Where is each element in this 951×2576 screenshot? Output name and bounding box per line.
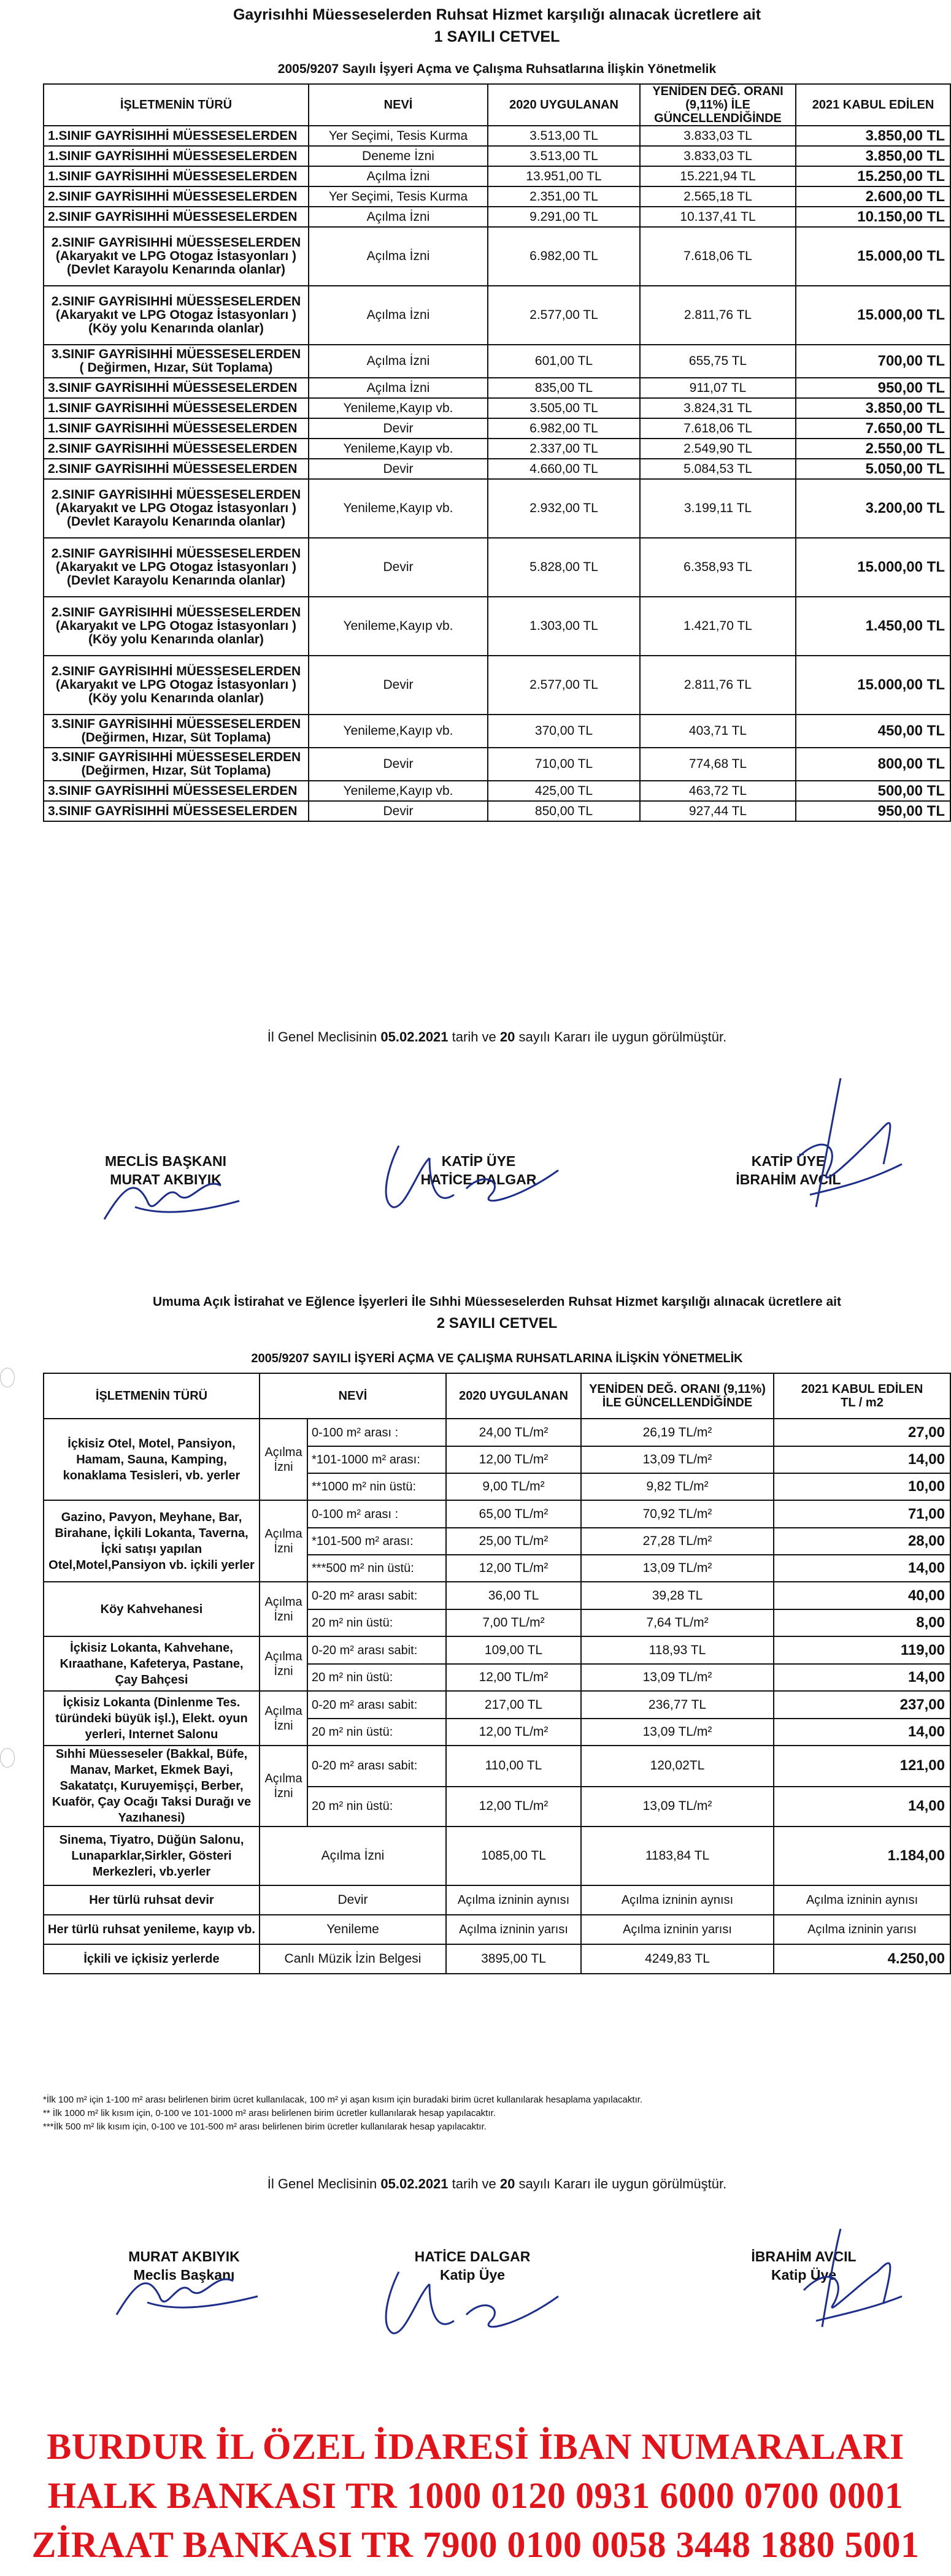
handwritten-signature-icon xyxy=(110,2260,270,2327)
footnote-1: *İlk 100 m² için 1-100 m² arası belirlenen birim ücret kullanılacak, 100 m² yi aşan kısım için buradaki birim ücret kullanılarak hesaplama yapılacaktır. xyxy=(43,2095,643,2105)
cell-2020: 2.577,00 TL xyxy=(488,656,640,715)
cell-type: 1.SINIF GAYRİSIHHİ MÜESSESELERDEN xyxy=(44,398,309,418)
cell-acilma: Açılma İzni xyxy=(260,1419,307,1500)
cell-kind: Yenileme,Kayıp vb. xyxy=(309,781,488,801)
cell-accepted: Açılma izninin aynısı xyxy=(774,1885,950,1915)
cell-2020: 13.951,00 TL xyxy=(488,166,640,186)
cell-2020: 7,00 TL/m² xyxy=(446,1609,581,1636)
header-kind: NEVİ xyxy=(260,1373,446,1419)
approval-prefix: İl Genel Meclisinin xyxy=(267,1029,381,1045)
hole-punch-mark xyxy=(0,1368,15,1387)
cell-range: *101-1000 m² arası: xyxy=(307,1446,446,1473)
handwritten-signature-icon xyxy=(736,1072,920,1219)
cetvel2-row xyxy=(44,1746,950,1787)
cell-2020: 24,00 TL/m² xyxy=(446,1419,581,1446)
iban-ziraat-bankasi: ZİRAAT BANKASI TR 7900 0100 0058 3448 1880 5001 xyxy=(31,2524,920,2565)
cell-accepted: 4.250,00 xyxy=(774,1944,950,1974)
cell-type: 3.SINIF GAYRİSIHHİ MÜESSESELERDEN (Değirmen, Hızar, Süt Toplama) xyxy=(44,748,309,781)
cell-2020: 12,00 TL/m² xyxy=(446,1664,581,1691)
cell-type: 1.SINIF GAYRİSIHHİ MÜESSESELERDEN xyxy=(44,166,309,186)
cell-acilma: Açılma İzni xyxy=(260,1500,307,1582)
cell-2020: 835,00 TL xyxy=(488,378,640,398)
cell-type: 3.SINIF GAYRİSIHHİ MÜESSESELERDEN xyxy=(44,801,309,821)
header-accepted: 2021 KABUL EDİLEN xyxy=(796,84,950,126)
cell-range: 20 m² nin üstü: xyxy=(307,1609,446,1636)
cell-accepted: 3.850,00 TL xyxy=(796,146,950,166)
cell-updated: 403,71 TL xyxy=(640,715,796,748)
cell-2020: 2.932,00 TL xyxy=(488,479,640,538)
cetvel1-row xyxy=(44,459,950,479)
cell-updated: 7,64 TL/m² xyxy=(581,1609,774,1636)
cell-acilma: Açılma İzni xyxy=(260,1746,307,1827)
cell-type: 2.SINIF GAYRİSIHHİ MÜESSESELERDEN (Akaryakıt ve LPG Otogaz İstasyonları ) (Devlet Karayolu Kenarında olanlar) xyxy=(44,538,309,597)
cell-type: 2.SINIF GAYRİSIHHİ MÜESSESELERDEN (Akaryakıt ve LPG Otogaz İstasyonları ) (Devlet Karayolu Kenarında olanlar) xyxy=(44,479,309,538)
cell-2020: 5.828,00 TL xyxy=(488,538,640,597)
cetvel1-subtitle: 1 SAYILI CETVEL xyxy=(434,28,560,45)
cell-kind: Deneme İzni xyxy=(309,146,488,166)
cell-range: 0-20 m² arası sabit: xyxy=(307,1691,446,1719)
cell-updated: 1.421,70 TL xyxy=(640,597,796,656)
cell-kind: Açılma İzni xyxy=(309,227,488,286)
cetvel2-row xyxy=(44,1636,950,1664)
cell-2020: 2.337,00 TL xyxy=(488,439,640,459)
cetvel1-row xyxy=(44,781,950,801)
footnote-3: ***İlk 500 m² lik kısım için, 0-100 ve 101-500 m² arası belirlenen birim ücretler kullanılarak hesap yapılacaktır. xyxy=(43,2122,487,2132)
cell-type: 2.SINIF GAYRİSIHHİ MÜESSESELERDEN (Akaryakıt ve LPG Otogaz İstasyonları ) (Köy yolu Kenarında olanlar) xyxy=(44,286,309,345)
cell-2020: 3.513,00 TL xyxy=(488,146,640,166)
header-updated: YENİDEN DEĞ. ORANI (9,11%) İLE GÜNCELLENDİĞİNDE xyxy=(581,1373,774,1419)
cell-2020: 2.351,00 TL xyxy=(488,186,640,207)
cetvel1-row xyxy=(44,286,950,345)
handwritten-signature-icon xyxy=(98,1164,252,1232)
cetvel1-row xyxy=(44,656,950,715)
cell-range: 0-20 m² arası sabit: xyxy=(307,1636,446,1664)
approval-middle: tarih ve xyxy=(448,2176,500,2191)
approval-note-2 xyxy=(43,2176,951,2192)
header-kind: NEVİ xyxy=(309,84,488,126)
cell-2020: 9,00 TL/m² xyxy=(446,1473,581,1500)
cetvel2-row xyxy=(44,1915,950,1944)
cetvel1-row xyxy=(44,715,950,748)
approval-suffix: sayılı Kararı ile uygun görülmüştür. xyxy=(515,1029,727,1045)
cell-accepted: 3.850,00 TL xyxy=(796,126,950,146)
cell-range: 20 m² nin üstü: xyxy=(307,1664,446,1691)
cell-2020: 6.982,00 TL xyxy=(488,418,640,439)
approval-date: 05.02.2021 xyxy=(380,1029,449,1045)
signature-title: KATİP ÜYE xyxy=(441,1153,516,1169)
cell-updated: 27,28 TL/m² xyxy=(581,1528,774,1555)
cetvel2-title: Umuma Açık İstirahat ve Eğlence İşyerleri İle Sıhhi Müesseselerden Ruhsat Hizmet karşılığı alınacak ücretlere ait xyxy=(152,1295,842,1309)
cetvel2-row xyxy=(44,1500,950,1528)
cell-accepted: 15.000,00 TL xyxy=(796,538,950,597)
cell-range: 0-20 m² arası sabit: xyxy=(307,1582,446,1609)
cell-2020: 3.505,00 TL xyxy=(488,398,640,418)
cell-kind: Açılma İzni xyxy=(309,345,488,378)
cell-updated: 5.084,53 TL xyxy=(640,459,796,479)
cell-range: 0-20 m² arası sabit: xyxy=(307,1746,446,1787)
cell-type: 3.SINIF GAYRİSIHHİ MÜESSESELERDEN xyxy=(44,378,309,398)
cell-type: İçkisiz Lokanta (Dinlenme Tes. türündeki büyük işl.), Elekt. oyun yerleri, Internet Salonu xyxy=(44,1691,260,1746)
cetvel2-row xyxy=(44,1944,950,1974)
cetvel1-row xyxy=(44,479,950,538)
cell-kind: Yenileme xyxy=(260,1915,446,1944)
cell-2020: 109,00 TL xyxy=(446,1636,581,1664)
cell-accepted: 119,00 xyxy=(774,1636,950,1664)
cell-2020: 110,00 TL xyxy=(446,1746,581,1787)
cell-updated: 236,77 TL xyxy=(581,1691,774,1719)
approval-number: 20 xyxy=(499,2176,515,2191)
cetvel1-table xyxy=(43,83,951,822)
cell-updated: 3.833,03 TL xyxy=(640,146,796,166)
cell-type: 2.SINIF GAYRİSIHHİ MÜESSESELERDEN (Akaryakıt ve LPG Otogaz İstasyonları ) (Köy yolu Kenarında olanlar) xyxy=(44,597,309,656)
signature-katip-1 xyxy=(387,1152,571,1189)
cell-acilma: Açılma İzni xyxy=(260,1691,307,1746)
cell-updated: 3.833,03 TL xyxy=(640,126,796,146)
cell-updated: 13,09 TL/m² xyxy=(581,1664,774,1691)
cell-accepted: 15.250,00 TL xyxy=(796,166,950,186)
cell-accepted: 1.184,00 xyxy=(774,1827,950,1885)
cell-accepted: 3.200,00 TL xyxy=(796,479,950,538)
cell-accepted: 27,00 xyxy=(774,1419,950,1446)
cell-updated: 120,02TL xyxy=(581,1746,774,1787)
cell-updated: 2.549,90 TL xyxy=(640,439,796,459)
handwritten-signature-icon xyxy=(362,1133,583,1219)
cell-updated: 6.358,93 TL xyxy=(640,538,796,597)
cell-acilma: Açılma İzni xyxy=(260,1636,307,1691)
cell-accepted: 1.450,00 TL xyxy=(796,597,950,656)
signature-katip-2 xyxy=(687,1152,890,1189)
cell-kind: Devir xyxy=(309,418,488,439)
cell-accepted: 71,00 xyxy=(774,1500,950,1528)
cell-kind: Devir xyxy=(309,656,488,715)
header-2020: 2020 UYGULANAN xyxy=(446,1373,581,1419)
cell-updated: 9,82 TL/m² xyxy=(581,1473,774,1500)
cell-accepted: 14,00 xyxy=(774,1664,950,1691)
approval-suffix: sayılı Kararı ile uygun görülmüştür. xyxy=(515,2176,727,2191)
cell-accepted: 950,00 TL xyxy=(796,378,950,398)
cell-2020: 6.982,00 TL xyxy=(488,227,640,286)
cell-accepted: 7.650,00 TL xyxy=(796,418,950,439)
cetvel1-row xyxy=(44,597,950,656)
cell-updated: 463,72 TL xyxy=(640,781,796,801)
cell-type: 2.SINIF GAYRİSIHHİ MÜESSESELERDEN xyxy=(44,459,309,479)
cell-2020: 601,00 TL xyxy=(488,345,640,378)
cell-updated: 1183,84 TL xyxy=(581,1827,774,1885)
signature2-meclis-baskani xyxy=(92,2247,276,2284)
cell-2020: 9.291,00 TL xyxy=(488,207,640,227)
signature-meclis-baskani xyxy=(74,1152,258,1189)
cetvel1-regulation: 2005/9207 Sayılı İşyeri Açma ve Çalışma Ruhsatlarına İlişkin Yönetmelik xyxy=(277,62,717,76)
cell-updated: 2.811,76 TL xyxy=(640,286,796,345)
signature-title: MECLİS BAŞKANI xyxy=(104,1153,227,1169)
cell-updated: 15.221,94 TL xyxy=(640,166,796,186)
cell-range: ***500 m² nin üstü: xyxy=(307,1555,446,1582)
cell-2020: 370,00 TL xyxy=(488,715,640,748)
hole-punch-mark xyxy=(0,1748,15,1768)
cell-2020: 12,00 TL/m² xyxy=(446,1787,581,1827)
cell-updated: 655,75 TL xyxy=(640,345,796,378)
cell-range: **1000 m² nin üstü: xyxy=(307,1473,446,1500)
header-accepted-label: 2021 KABUL EDİLEN xyxy=(801,1382,923,1396)
cetvel1-row xyxy=(44,166,950,186)
signature-name: HATİCE DALGAR xyxy=(414,2248,531,2264)
cetvel2-row xyxy=(44,1582,950,1609)
cell-type: 2.SINIF GAYRİSIHHİ MÜESSESELERDEN xyxy=(44,439,309,459)
cell-kind: Yenileme,Kayıp vb. xyxy=(309,439,488,459)
cell-updated: 2.565,18 TL xyxy=(640,186,796,207)
cell-type: İçkisiz Otel, Motel, Pansiyon, Hamam, Sauna, Kamping, konaklama Tesisleri, vb. yerler xyxy=(44,1419,260,1500)
cetvel1-row xyxy=(44,126,950,146)
cell-accepted: 700,00 TL xyxy=(796,345,950,378)
cell-kind: Açılma İzni xyxy=(309,207,488,227)
cell-updated: 13,09 TL/m² xyxy=(581,1787,774,1827)
cell-2020: 710,00 TL xyxy=(488,748,640,781)
cell-type: İçkili ve içkisiz yerlerde xyxy=(44,1944,260,1974)
header-2020: 2020 UYGULANAN xyxy=(488,84,640,126)
cell-accepted: Açılma izninin yarısı xyxy=(774,1915,950,1944)
signature-name: İBRAHİM AVCIL xyxy=(736,1171,841,1187)
cell-updated: 26,19 TL/m² xyxy=(581,1419,774,1446)
cetvel1-header-row xyxy=(44,84,950,126)
handwritten-signature-icon xyxy=(362,2260,583,2345)
cell-accepted: 3.850,00 TL xyxy=(796,398,950,418)
cetvel1-row xyxy=(44,207,950,227)
cell-2020: 850,00 TL xyxy=(488,801,640,821)
signature-name: HATİCE DALGAR xyxy=(420,1171,537,1187)
cell-type: 1.SINIF GAYRİSIHHİ MÜESSESELERDEN xyxy=(44,146,309,166)
cell-updated: 2.811,76 TL xyxy=(640,656,796,715)
signature-title: Meclis Başkanı xyxy=(133,2267,235,2283)
cell-updated: 3.824,31 TL xyxy=(640,398,796,418)
cell-2020: 12,00 TL/m² xyxy=(446,1555,581,1582)
cetvel2-row xyxy=(44,1885,950,1915)
cell-accepted: 15.000,00 TL xyxy=(796,656,950,715)
cell-kind: Devir xyxy=(309,459,488,479)
cetvel2-row xyxy=(44,1691,950,1719)
cell-2020: 217,00 TL xyxy=(446,1691,581,1719)
cell-kind: Açılma İzni xyxy=(260,1827,446,1885)
cetvel1-row xyxy=(44,439,950,459)
cell-2020: 36,00 TL xyxy=(446,1582,581,1609)
cell-accepted: 14,00 xyxy=(774,1787,950,1827)
cell-kind: Açılma İzni xyxy=(309,378,488,398)
cetvel1-row xyxy=(44,398,950,418)
cell-accepted: 450,00 TL xyxy=(796,715,950,748)
cell-accepted: 28,00 xyxy=(774,1528,950,1555)
header-accepted-unit: TL / m2 xyxy=(841,1396,884,1409)
cetvel1-row xyxy=(44,748,950,781)
cell-kind: Yer Seçimi, Tesis Kurma xyxy=(309,186,488,207)
cell-acilma: Açılma İzni xyxy=(260,1582,307,1636)
cell-accepted: 2.600,00 TL xyxy=(796,186,950,207)
footnotes xyxy=(43,2093,950,2134)
cell-type: 2.SINIF GAYRİSIHHİ MÜESSESELERDEN (Akaryakıt ve LPG Otogaz İstasyonları ) (Devlet Karayolu Kenarında olanlar) xyxy=(44,227,309,286)
cetvel1-row xyxy=(44,227,950,286)
cell-2020: 12,00 TL/m² xyxy=(446,1719,581,1746)
cell-type: 2.SINIF GAYRİSIHHİ MÜESSESELERDEN (Akaryakıt ve LPG Otogaz İstasyonları ) (Köy yolu Kenarında olanlar) xyxy=(44,656,309,715)
cell-kind: Yenileme,Kayıp vb. xyxy=(309,597,488,656)
cell-kind: Canlı Müzik İzin Belgesi xyxy=(260,1944,446,1974)
cetvel1-row xyxy=(44,538,950,597)
cell-kind: Yer Seçimi, Tesis Kurma xyxy=(309,126,488,146)
cell-updated: 911,07 TL xyxy=(640,378,796,398)
approval-prefix: İl Genel Meclisinin xyxy=(267,2176,381,2191)
cell-2020: 1085,00 TL xyxy=(446,1827,581,1885)
cetvel2-table xyxy=(43,1373,951,1974)
cell-type: Gazino, Pavyon, Meyhane, Bar, Birahane, İçkili Lokanta, Taverna, İçki satışı yapılan Otel,Motel,Pansiyon vb. içkili yerler xyxy=(44,1500,260,1582)
cell-kind: Yenileme,Kayıp vb. xyxy=(309,715,488,748)
cell-kind: Açılma İzni xyxy=(309,286,488,345)
cell-kind: Yenileme,Kayıp vb. xyxy=(309,398,488,418)
cell-accepted: 8,00 xyxy=(774,1609,950,1636)
cell-2020: 425,00 TL xyxy=(488,781,640,801)
cetvel1-row xyxy=(44,345,950,378)
cell-kind: Yenileme,Kayıp vb. xyxy=(309,479,488,538)
cell-updated: 13,09 TL/m² xyxy=(581,1555,774,1582)
signature-name: MURAT AKBIYIK xyxy=(110,1171,221,1187)
cell-type: Her türlü ruhsat devir xyxy=(44,1885,260,1915)
cell-accepted: 14,00 xyxy=(774,1446,950,1473)
cetvel1-row xyxy=(44,186,950,207)
cetvel2-row xyxy=(44,1419,950,1446)
signature-name: İBRAHİM AVCIL xyxy=(751,2248,857,2264)
cell-updated: Açılma izninin aynısı xyxy=(581,1885,774,1915)
cell-2020: 4.660,00 TL xyxy=(488,459,640,479)
cell-type: Her türlü ruhsat yenileme, kayıp vb. xyxy=(44,1915,260,1944)
cell-kind: Devir xyxy=(260,1885,446,1915)
cetvel2-regulation: 2005/9207 SAYILI İŞYERİ AÇMA VE ÇALIŞMA RUHSATLARINA İLİŞKİN YÖNETMELİK xyxy=(251,1352,743,1365)
cell-updated: Açılma izninin yarısı xyxy=(581,1915,774,1944)
cell-range: *101-500 m² arası: xyxy=(307,1528,446,1555)
cell-accepted: 950,00 TL xyxy=(796,801,950,821)
header-type: İŞLETMENİN TÜRÜ xyxy=(44,1373,260,1419)
cell-range: 0-100 m² arası : xyxy=(307,1500,446,1528)
cetvel2-subtitle: 2 SAYILI CETVEL xyxy=(436,1315,558,1332)
cell-accepted: 10,00 xyxy=(774,1473,950,1500)
cell-accepted: 500,00 TL xyxy=(796,781,950,801)
header-type: İŞLETMENİN TÜRÜ xyxy=(44,84,309,126)
cell-type: Sinema, Tiyatro, Düğün Salonu, Lunaparklar,Sirkler, Gösteri Merkezleri, vb.yerler xyxy=(44,1827,260,1885)
signature-title: Katip Üye xyxy=(439,2267,506,2283)
iban-halk-bankasi: HALK BANKASI TR 1000 0120 0931 6000 0700 0001 xyxy=(47,2475,904,2516)
cell-type: 2.SINIF GAYRİSIHHİ MÜESSESELERDEN xyxy=(44,186,309,207)
cell-2020: 3.513,00 TL xyxy=(488,126,640,146)
cetvel2-header-row xyxy=(44,1373,950,1419)
cell-accepted: 800,00 TL xyxy=(796,748,950,781)
cell-2020: 25,00 TL/m² xyxy=(446,1528,581,1555)
cell-updated: 13,09 TL/m² xyxy=(581,1446,774,1473)
approval-middle: tarih ve xyxy=(448,1029,500,1045)
cell-type: Köy Kahvehanesi xyxy=(44,1582,260,1636)
cell-type: Sıhhi Müesseseler (Bakkal, Büfe, Manav, Market, Ekmek Bayi, Sakatatçı, Kuruyemişçi, Berber, Kuaför, Çay Ocağı Taksi Durağı ve Yazıhanesi) xyxy=(44,1746,260,1827)
cell-accepted: 237,00 xyxy=(774,1691,950,1719)
cell-accepted: 10.150,00 TL xyxy=(796,207,950,227)
cell-range: 20 m² nin üstü: xyxy=(307,1719,446,1746)
cell-kind: Açılma İzni xyxy=(309,166,488,186)
signature-title: Katip Üye xyxy=(771,2267,837,2283)
cell-kind: Devir xyxy=(309,538,488,597)
cell-updated: 118,93 TL xyxy=(581,1636,774,1664)
cetvel1-row xyxy=(44,378,950,398)
signature2-katip-2 xyxy=(718,2247,890,2284)
cell-2020: Açılma izninin yarısı xyxy=(446,1915,581,1944)
cell-type: İçkisiz Lokanta, Kahvehane, Kıraathane, Kafeterya, Pastane, Çay Bahçesi xyxy=(44,1636,260,1691)
handwritten-signature-icon xyxy=(755,2223,914,2333)
cell-type: 1.SINIF GAYRİSIHHİ MÜESSESELERDEN xyxy=(44,126,309,146)
cell-kind: Devir xyxy=(309,801,488,821)
cetvel1-row xyxy=(44,146,950,166)
cell-updated: 13,09 TL/m² xyxy=(581,1719,774,1746)
cell-type: 1.SINIF GAYRİSIHHİ MÜESSESELERDEN xyxy=(44,418,309,439)
cell-accepted: 40,00 xyxy=(774,1582,950,1609)
signature2-katip-1 xyxy=(380,2247,564,2284)
cell-updated: 70,92 TL/m² xyxy=(581,1500,774,1528)
cetvel1-row xyxy=(44,801,950,821)
cell-kind: Devir xyxy=(309,748,488,781)
cell-2020: 1.303,00 TL xyxy=(488,597,640,656)
cell-type: 3.SINIF GAYRİSIHHİ MÜESSESELERDEN (Değirmen, Hızar, Süt Toplama) xyxy=(44,715,309,748)
footnote-2: ** İlk 1000 m² lik kısım için, 0-100 ve 101-1000 m² arası belirlenen birim ücretler kullanılarak hesap yapılacaktır. xyxy=(43,2108,496,2118)
approval-number: 20 xyxy=(499,1029,515,1045)
cell-accepted: 14,00 xyxy=(774,1719,950,1746)
cell-type: 2.SINIF GAYRİSIHHİ MÜESSESELERDEN xyxy=(44,207,309,227)
cell-updated: 39,28 TL xyxy=(581,1582,774,1609)
cell-range: 20 m² nin üstü: xyxy=(307,1787,446,1827)
cell-accepted: 15.000,00 TL xyxy=(796,286,950,345)
cell-accepted: 5.050,00 TL xyxy=(796,459,950,479)
header-updated: YENİDEN DEĞ. ORANI (9,11%) İLE GÜNCELLENDİĞİNDE xyxy=(640,84,796,126)
cetvel2-row xyxy=(44,1827,950,1885)
cell-2020: 3895,00 TL xyxy=(446,1944,581,1974)
cell-updated: 3.199,11 TL xyxy=(640,479,796,538)
iban-heading: BURDUR İL ÖZEL İDARESİ İBAN NUMARALARI xyxy=(47,2426,904,2467)
header-accepted xyxy=(774,1373,950,1419)
signature-title: KATİP ÜYE xyxy=(751,1153,826,1169)
signature-name: MURAT AKBIYIK xyxy=(128,2248,240,2264)
approval-date: 05.02.2021 xyxy=(380,2176,449,2191)
cell-2020: 65,00 TL/m² xyxy=(446,1500,581,1528)
cell-accepted: 15.000,00 TL xyxy=(796,227,950,286)
cell-2020: Açılma izninin aynısı xyxy=(446,1885,581,1915)
cell-accepted: 121,00 xyxy=(774,1746,950,1787)
cell-accepted: 2.550,00 TL xyxy=(796,439,950,459)
cell-2020: 12,00 TL/m² xyxy=(446,1446,581,1473)
cetvel1-title: Gayrisıhhi Müesseselerden Ruhsat Hizmet karşılığı alınacak ücretlere ait xyxy=(233,6,761,23)
cell-range: 0-100 m² arası : xyxy=(307,1419,446,1446)
cell-updated: 774,68 TL xyxy=(640,748,796,781)
cell-updated: 927,44 TL xyxy=(640,801,796,821)
cell-updated: 7.618,06 TL xyxy=(640,418,796,439)
cell-updated: 10.137,41 TL xyxy=(640,207,796,227)
cetvel1-row xyxy=(44,418,950,439)
cell-updated: 7.618,06 TL xyxy=(640,227,796,286)
cell-type: 3.SINIF GAYRİSIHHİ MÜESSESELERDEN ( Değirmen, Hızar, Süt Toplama) xyxy=(44,345,309,378)
cell-2020: 2.577,00 TL xyxy=(488,286,640,345)
cell-accepted: 14,00 xyxy=(774,1555,950,1582)
cell-type: 3.SINIF GAYRİSIHHİ MÜESSESELERDEN xyxy=(44,781,309,801)
cell-updated: 4249,83 TL xyxy=(581,1944,774,1974)
approval-note-1 xyxy=(43,1029,951,1045)
